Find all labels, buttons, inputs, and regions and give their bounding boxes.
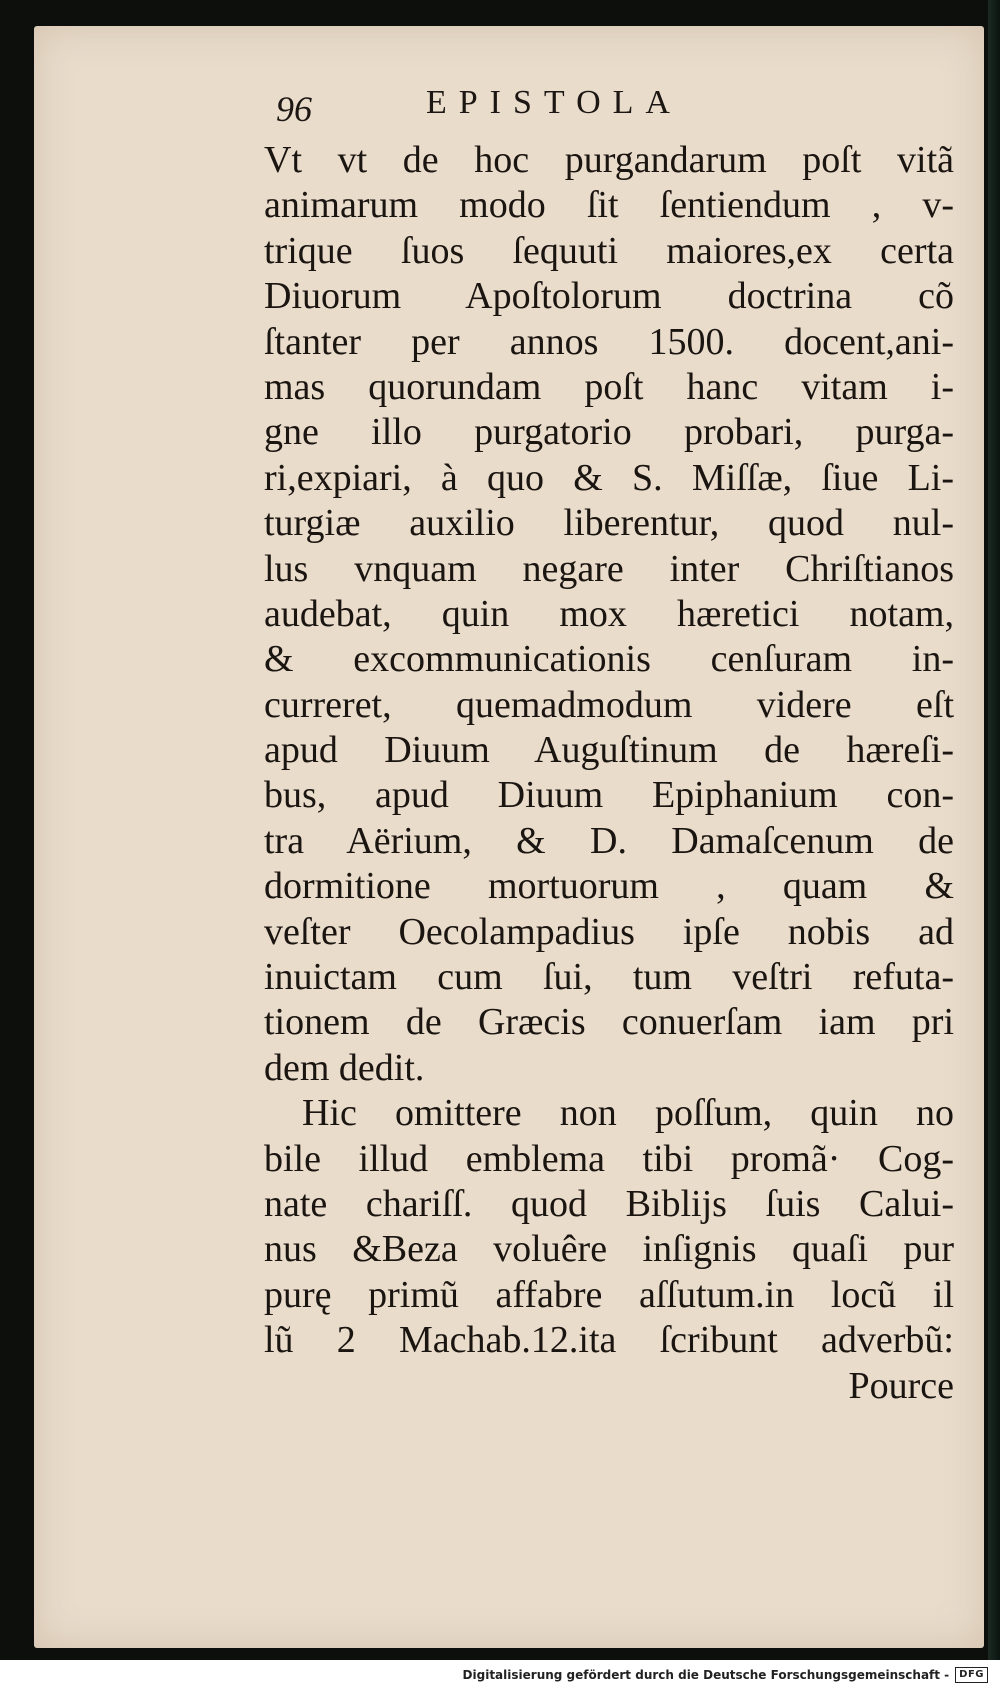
- catchword: Pource: [848, 1364, 954, 1407]
- text-line: & excommunicationis cenſuram in-: [264, 638, 954, 681]
- body-text: [264, 138, 954, 1409]
- text-line: audebat, quin mox hæretici notam,: [264, 592, 954, 635]
- text-line: bus, apud Diuum Epiphanium con-: [264, 774, 954, 817]
- text-line: dem dedit.: [264, 1046, 425, 1089]
- text-line: ſtanter per annos 1500. docent,ani-: [264, 320, 954, 363]
- text-line: Hic omittere non poſſum, quin no: [302, 1092, 954, 1135]
- text-line: inuictam cum ſui, tum veſtri refuta-: [264, 956, 954, 999]
- text-line: Vt vt de hoc purgandarum poſt vitã: [264, 139, 954, 181]
- text-line: nus &Beza voluêre inſignis quaſi pur: [264, 1228, 954, 1271]
- credit-text: Digitalisierung gefördert durch die Deutsche Forschungsgemeinschaft -: [462, 1668, 950, 1682]
- text-line: tra Aërium, & D. Damaſcenum de: [264, 819, 954, 862]
- page-number: 96: [276, 89, 312, 129]
- text-line: ri,expiari, à quo & S. Miſſæ, ſiue Li-: [264, 456, 954, 499]
- text-line: mas quorundam poſt hanc vitam i-: [264, 365, 954, 408]
- text-line: gne illo purgatorio probari, purga-: [264, 411, 954, 454]
- text-line: trique ſuos ſequuti maiores,ex certa: [264, 229, 954, 272]
- running-head-title: EPISTOLA: [426, 84, 682, 121]
- text-line: tionem de Græcis conuerſam iam pri: [264, 1001, 954, 1044]
- text-line: lus vnquam negare inter Chriſtianos: [264, 547, 954, 590]
- text-line: curreret, quemadmodum videre eſt: [264, 683, 954, 726]
- text-line: turgiæ auxilio liberentur, quod nul-: [264, 502, 954, 545]
- text-line: bile illud emblema tibi promã· Cog-: [264, 1137, 954, 1180]
- text-line: Diuorum Apoſtolorum doctrina cõ: [264, 275, 954, 318]
- text-line: dormitione mortuorum , quam &: [264, 865, 954, 908]
- digitization-credit: [463, 1664, 988, 1686]
- text-line: purę primũ affabre aſſutum.in locũ il: [264, 1273, 954, 1316]
- running-head: [236, 84, 796, 134]
- text-line: nate chariſſ. quod Biblijs ſuis Calui-: [264, 1182, 954, 1225]
- dfg-logo-icon: DFG: [955, 1667, 988, 1683]
- text-line: animarum modo ſit ſentiendum , v-: [264, 184, 954, 227]
- text-line: veſter Oecolampadius ipſe nobis ad: [264, 910, 954, 953]
- book-spine-edge: [988, 0, 1000, 1660]
- text-line: apud Diuum Auguſtinum de hæreſi-: [264, 729, 954, 772]
- text-line: lũ 2 Machab.12.ita ſcribunt adverbũ:: [264, 1319, 954, 1362]
